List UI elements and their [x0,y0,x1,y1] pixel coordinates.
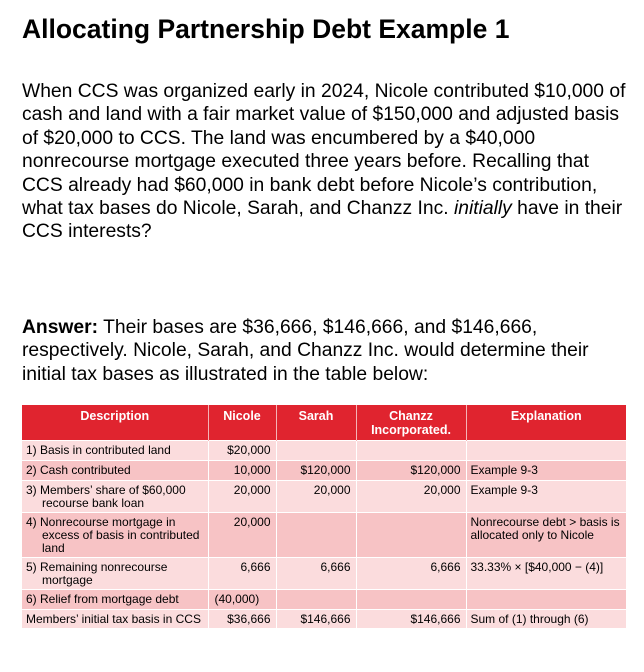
row-description-line1: 5) Remaining nonrecourse [26,560,168,574]
answer-paragraph [22,316,634,386]
table-row [22,513,626,558]
problem-tail: have in their CCS interests? [22,198,623,243]
answer-label: Answer: [22,317,99,338]
cell-nicole: 6,666 [208,558,276,590]
problem-emphasis: initially [453,198,512,220]
cell-explanation [466,441,626,461]
cell-chanzz [356,590,466,610]
table-row [22,481,626,513]
cell-sarah: $146,666 [276,610,356,629]
table-row [22,441,626,461]
row-description-line1: 4) Nonrecourse mortgage in [26,515,176,529]
table-row [22,461,626,481]
table-header-row [22,405,626,441]
slide-title: Allocating Partnership Debt Example 1 [22,14,510,44]
row-description-line1: Members’ initial tax basis in CCS [26,612,201,626]
row-description [22,481,208,513]
header-explanation: Explanation [466,405,626,441]
row-description [22,461,208,481]
row-description-line2: recourse bank loan [42,496,145,510]
row-description [22,441,208,461]
row-description-line1: 1) Basis in contributed land [26,443,171,457]
cell-chanzz: 6,666 [356,558,466,590]
header-chanzz: Chanzz Incorporated. [356,405,466,441]
cell-explanation: Example 9-3 [466,461,626,481]
basis-table [22,405,626,628]
cell-explanation: Sum of (1) through (6) [466,610,626,629]
row-description-line1: 6) Relief from mortgage debt [26,592,179,606]
cell-chanzz: $146,666 [356,610,466,629]
cell-sarah: 6,666 [276,558,356,590]
cell-nicole: 20,000 [208,513,276,558]
cell-chanzz [356,513,466,558]
problem-statement [22,80,628,244]
answer-text: Their bases are $36,666, $146,666, and $146,666, respectively. Nicole, Sarah, and Chanzz Inc. would determine their initial tax bases as illustrated in the table below: [22,317,589,385]
table-row [22,610,626,629]
cell-chanzz [356,441,466,461]
header-sarah: Sarah [276,405,356,441]
cell-sarah: $120,000 [276,461,356,481]
row-description-line2: excess of basis in contributed land [42,528,200,555]
cell-explanation: Example 9-3 [466,481,626,513]
header-nicole: Nicole [208,405,276,441]
row-description [22,513,208,558]
row-description-line1: 2) Cash contributed [26,463,131,477]
cell-sarah [276,590,356,610]
cell-chanzz: 20,000 [356,481,466,513]
cell-nicole: (40,000) [208,590,276,610]
row-description-line2: mortgage [42,573,93,587]
cell-nicole: $36,666 [208,610,276,629]
table-row [22,558,626,590]
row-description [22,610,208,629]
cell-explanation: 33.33% × [$40,000 − (4)] [466,558,626,590]
cell-nicole: 10,000 [208,461,276,481]
cell-nicole: 20,000 [208,481,276,513]
row-description-line1: 3) Members’ share of $60,000 [26,483,186,497]
header-description: Description [22,405,208,441]
row-description [22,558,208,590]
cell-sarah: 20,000 [276,481,356,513]
cell-explanation: Nonrecourse debt > basis is allocated only to Nicole [466,513,626,558]
cell-chanzz: $120,000 [356,461,466,481]
problem-text: When CCS was organized early in 2024, Nicole contributed $10,000 of cash and land with a fair market value of $150,000 and adjusted basis of $20,000 to CCS. The land was encumbered by a $40,000 nonrecourse mortgage executed three years before. Recalling that CCS already had $60,000 in bank debt before Nicole’s contribution, what tax bases do Nicole, Sarah, and Chanzz Inc. [22,81,626,220]
table-row [22,590,626,610]
cell-explanation [466,590,626,610]
cell-sarah [276,441,356,461]
cell-nicole: $20,000 [208,441,276,461]
cell-sarah [276,513,356,558]
row-description [22,590,208,610]
